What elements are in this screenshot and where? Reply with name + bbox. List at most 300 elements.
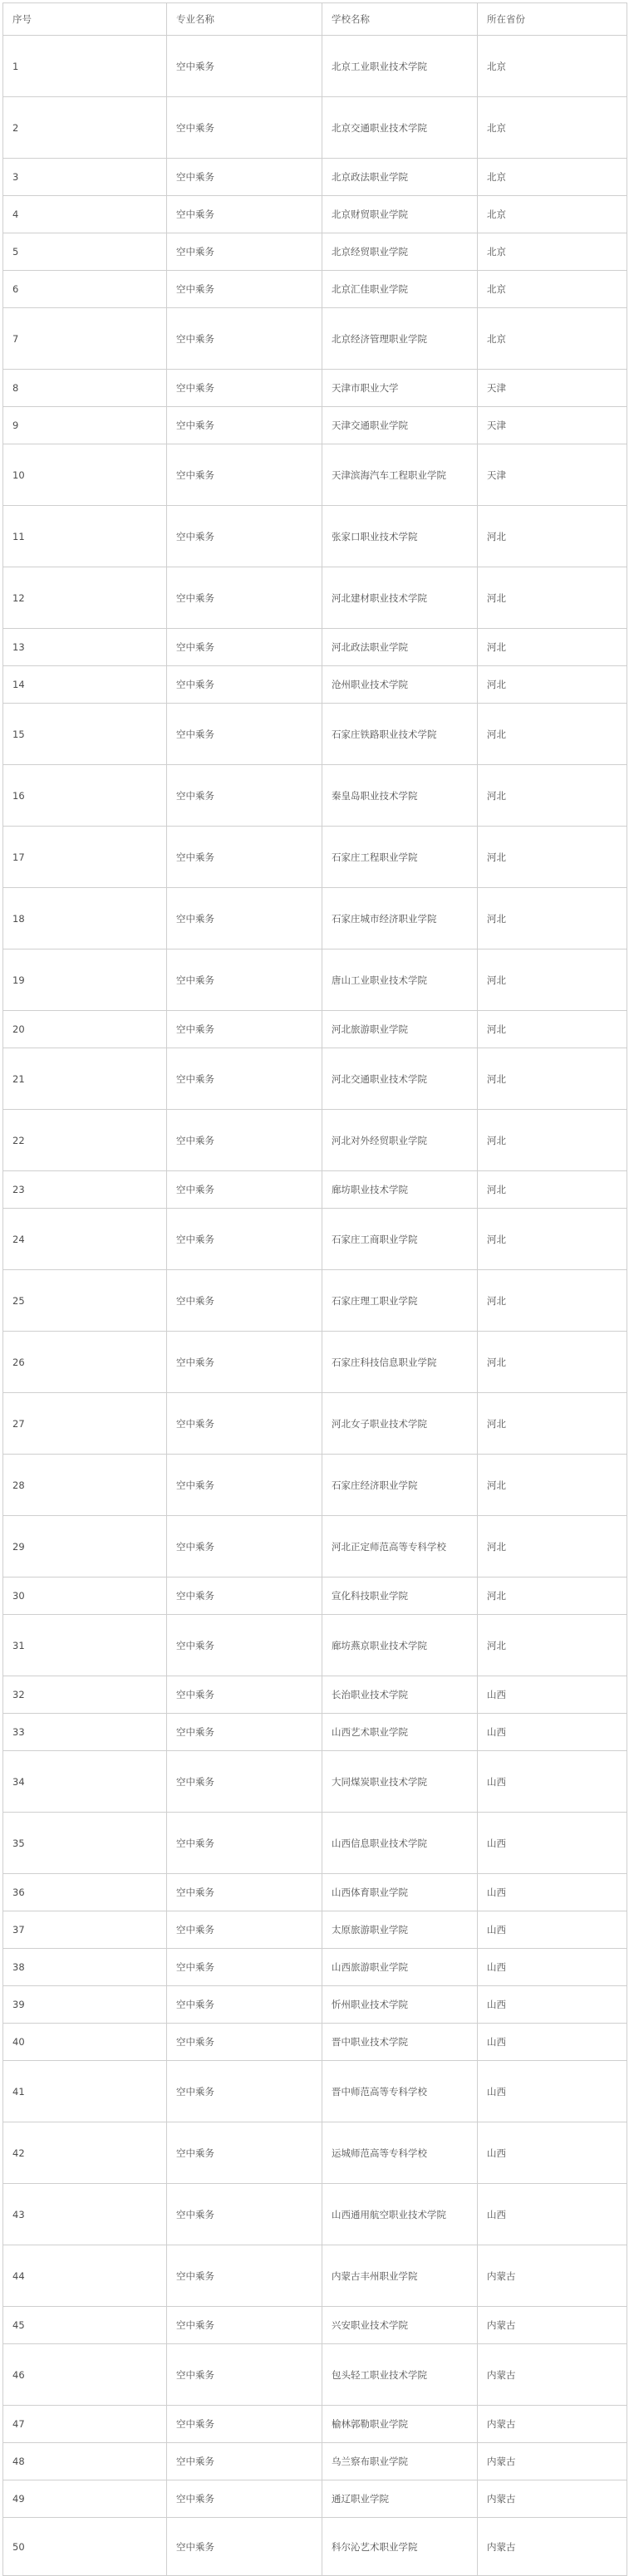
table-row [3,308,627,370]
cell-index: 29 [3,1516,167,1577]
cell-index: 16 [3,765,167,827]
table-row [3,1714,627,1751]
school-name-text: 长治职业技术学院 [332,1689,408,1700]
cell-major: 空中乘务 [167,666,322,704]
cell-index: 49 [3,2480,167,2518]
cell-province: 河北 [478,765,627,827]
cell-index: 22 [3,1110,167,1171]
cell-major: 空中乘务 [167,2480,322,2518]
cell-school [322,888,478,949]
cell-school [322,1949,478,1986]
table-row [3,2518,627,2576]
cell-province: 山西 [478,2122,627,2184]
cell-school [322,567,478,629]
table-row [3,1986,627,2024]
cell-school [322,2307,478,2344]
table-row [3,1171,627,1209]
cell-major: 空中乘务 [167,1393,322,1455]
cell-major: 空中乘务 [167,506,322,567]
cell-school [322,1171,478,1209]
cell-province: 河北 [478,949,627,1011]
cell-index: 11 [3,506,167,567]
school-name-text: 天津交通职业学院 [332,420,408,431]
table-row [3,704,627,765]
cell-school [322,196,478,233]
cell-school [322,704,478,765]
cell-province: 内蒙古 [478,2406,627,2443]
school-name-text: 内蒙古丰州职业学院 [332,2269,418,2282]
cell-school [322,1911,478,1949]
cell-index: 34 [3,1751,167,1813]
table-row [3,1011,627,1048]
cell-index: 9 [3,407,167,444]
cell-index: 18 [3,888,167,949]
cell-province: 内蒙古 [478,2443,627,2480]
cell-major: 空中乘务 [167,308,322,370]
school-name-text: 包头轻工职业技术学院 [332,2368,427,2381]
school-name-text: 河北政法职业学院 [332,641,408,653]
cell-index: 41 [3,2061,167,2122]
cell-index: 10 [3,444,167,506]
table-row [3,1813,627,1874]
cell-school [322,1332,478,1393]
cell-school [322,2245,478,2307]
cell-major: 空中乘务 [167,1676,322,1714]
school-name-text: 河北对外经贸职业学院 [332,1134,427,1146]
cell-school [322,1714,478,1751]
cell-major: 空中乘务 [167,1986,322,2024]
cell-province: 河北 [478,567,627,629]
cell-school [322,629,478,666]
school-name-text: 山西旅游职业学院 [332,1961,408,1973]
cell-school [322,1048,478,1110]
cell-major: 空中乘务 [167,1455,322,1516]
school-name-text: 唐山工业职业技术学院 [332,974,427,986]
cell-index: 6 [3,271,167,308]
table-row [3,407,627,444]
cell-school [322,36,478,97]
cell-school [322,407,478,444]
cell-province: 河北 [478,1332,627,1393]
school-name-text: 石家庄城市经济职业学院 [332,912,437,925]
school-name-text: 乌兰察布职业学院 [332,2456,408,2467]
cell-school [322,2480,478,2518]
cell-major: 空中乘务 [167,1615,322,1676]
table-row [3,827,627,888]
cell-school [322,444,478,506]
cell-school [322,1813,478,1874]
school-name-text: 北京经济管理职业学院 [332,332,427,345]
cell-index: 42 [3,2122,167,2184]
cell-major: 空中乘务 [167,1171,322,1209]
school-name-text: 山西通用航空职业技术学院 [332,2208,446,2220]
cell-index: 37 [3,1911,167,1949]
cell-school [322,2061,478,2122]
cell-major: 空中乘务 [167,1714,322,1751]
school-name-text: 廊坊职业技术学院 [332,1184,408,1195]
school-name-text: 晋中师范高等专科学校 [332,2085,427,2098]
cell-school [322,1516,478,1577]
cell-major: 空中乘务 [167,827,322,888]
cell-province: 河北 [478,1516,627,1577]
cell-province: 河北 [478,1110,627,1171]
table-row [3,506,627,567]
cell-major: 空中乘务 [167,1332,322,1393]
cell-index: 17 [3,827,167,888]
cell-school [322,1751,478,1813]
table-row [3,2122,627,2184]
table-row [3,2480,627,2518]
school-name-text: 石家庄工程职业学院 [332,851,418,863]
cell-province: 山西 [478,1751,627,1813]
cell-province: 河北 [478,506,627,567]
table-row [3,1332,627,1393]
cell-major: 空中乘务 [167,2122,322,2184]
cell-index: 7 [3,308,167,370]
school-name-text: 科尔沁艺术职业学院 [332,2540,418,2553]
cell-province: 内蒙古 [478,2480,627,2518]
cell-major: 空中乘务 [167,2443,322,2480]
cell-school [322,370,478,407]
school-name-text: 山西信息职业技术学院 [332,1837,427,1849]
table-row [3,888,627,949]
cell-school [322,2184,478,2245]
cell-province: 河北 [478,1011,627,1048]
cell-major: 空中乘务 [167,444,322,506]
cell-index: 31 [3,1615,167,1676]
table-row [3,1577,627,1615]
cell-index: 13 [3,629,167,666]
cell-index: 1 [3,36,167,97]
cell-province: 河北 [478,827,627,888]
cell-school [322,506,478,567]
cell-school [322,1455,478,1516]
cell-major: 空中乘务 [167,888,322,949]
cell-index: 2 [3,97,167,159]
table-row [3,1751,627,1813]
school-name-text: 石家庄铁路职业技术学院 [332,728,437,740]
cell-province: 河北 [478,1577,627,1615]
cell-province: 内蒙古 [478,2518,627,2576]
cell-index: 28 [3,1455,167,1516]
cell-school [322,2443,478,2480]
cell-school [322,271,478,308]
cell-index: 47 [3,2406,167,2443]
cell-province: 河北 [478,666,627,704]
cell-index: 46 [3,2344,167,2406]
table-row [3,271,627,308]
cell-index: 40 [3,2024,167,2061]
cell-index: 8 [3,370,167,407]
cell-major: 空中乘务 [167,1011,322,1048]
school-name-text: 河北交通职业技术学院 [332,1072,427,1085]
cell-school [322,308,478,370]
cell-school [322,1615,478,1676]
school-name-text: 张家口职业技术学院 [332,530,418,542]
table-row [3,765,627,827]
cell-school [322,1676,478,1714]
cell-school [322,2344,478,2406]
cell-major: 空中乘务 [167,1751,322,1813]
cell-major: 空中乘务 [167,1911,322,1949]
cell-province: 山西 [478,1874,627,1911]
table-row [3,2344,627,2406]
cell-school [322,2122,478,2184]
cell-major: 空中乘务 [167,1270,322,1332]
cell-school [322,97,478,159]
school-name-text: 忻州职业技术学院 [332,1999,408,2010]
school-name-text: 榆林郭勒职业学院 [332,2418,408,2430]
table-row [3,159,627,196]
cell-province: 河北 [478,1615,627,1676]
cell-major: 空中乘务 [167,271,322,308]
school-name-text: 运城师范高等专科学校 [332,2147,427,2159]
table-row [3,2184,627,2245]
cell-province: 内蒙古 [478,2307,627,2344]
cell-major: 空中乘务 [167,2024,322,2061]
cell-major: 空中乘务 [167,1813,322,1874]
cell-province: 北京 [478,97,627,159]
cell-school [322,949,478,1011]
cell-major: 空中乘务 [167,196,322,233]
cell-major: 空中乘务 [167,629,322,666]
cell-province: 河北 [478,1393,627,1455]
cell-index: 45 [3,2307,167,2344]
school-name-text: 石家庄工商职业学院 [332,1233,418,1245]
table-row [3,2307,627,2344]
cell-index: 25 [3,1270,167,1332]
table-row [3,1615,627,1676]
cell-major: 空中乘务 [167,567,322,629]
cell-major: 空中乘务 [167,370,322,407]
table-row [3,1516,627,1577]
header-school: 学校名称 [322,3,478,36]
school-name-text: 北京交通职业技术学院 [332,121,427,134]
school-name-text: 天津滨海汽车工程职业学院 [332,469,446,481]
cell-province: 北京 [478,159,627,196]
school-name-text: 宣化科技职业学院 [332,1590,408,1602]
school-name-text: 天津市职业大学 [332,382,399,394]
cell-major: 空中乘务 [167,233,322,271]
school-name-text: 廊坊燕京职业技术学院 [332,1639,427,1651]
cell-index: 38 [3,1949,167,1986]
table-row [3,1393,627,1455]
table-row [3,1455,627,1516]
school-name-text: 太原旅游职业学院 [332,1924,408,1936]
cell-major: 空中乘务 [167,159,322,196]
cell-school [322,1011,478,1048]
table-row [3,1270,627,1332]
cell-major: 空中乘务 [167,2518,322,2576]
cell-major: 空中乘务 [167,2245,322,2307]
cell-index: 33 [3,1714,167,1751]
table-row [3,1048,627,1110]
school-name-text: 兴安职业技术学院 [332,2319,408,2331]
table-row [3,949,627,1011]
cell-major: 空中乘务 [167,1874,322,1911]
table-row [3,2061,627,2122]
cell-index: 43 [3,2184,167,2245]
cell-school [322,2024,478,2061]
cell-province: 河北 [478,1270,627,1332]
cell-province: 北京 [478,196,627,233]
cell-major: 空中乘务 [167,1949,322,1986]
cell-province: 北京 [478,36,627,97]
cell-index: 15 [3,704,167,765]
cell-index: 4 [3,196,167,233]
cell-index: 27 [3,1393,167,1455]
cell-major: 空中乘务 [167,97,322,159]
school-name-text: 山西体育职业学院 [332,1887,408,1898]
school-name-text: 石家庄理工职业学院 [332,1294,418,1307]
table-row [3,444,627,506]
school-name-text: 大同煤炭职业技术学院 [332,1775,427,1788]
cell-school [322,1393,478,1455]
cell-school [322,2518,478,2576]
school-name-text: 北京政法职业学院 [332,171,408,183]
cell-index: 39 [3,1986,167,2024]
table-row [3,1209,627,1270]
cell-province: 河北 [478,704,627,765]
cell-province: 内蒙古 [478,2344,627,2406]
cell-index: 26 [3,1332,167,1393]
cell-index: 24 [3,1209,167,1270]
cell-province: 山西 [478,1676,627,1714]
table-row [3,1949,627,1986]
cell-major: 空中乘务 [167,407,322,444]
cell-school [322,666,478,704]
header-index: 序号 [3,3,167,36]
cell-major: 空中乘务 [167,2406,322,2443]
school-name-text: 北京工业职业技术学院 [332,60,427,72]
table-row [3,36,627,97]
cell-province: 山西 [478,2024,627,2061]
cell-province: 天津 [478,444,627,506]
cell-school [322,765,478,827]
cell-index: 5 [3,233,167,271]
cell-province: 天津 [478,407,627,444]
cell-province: 山西 [478,2061,627,2122]
cell-major: 空中乘务 [167,765,322,827]
cell-major: 空中乘务 [167,36,322,97]
table-row [3,1676,627,1714]
table-row [3,196,627,233]
cell-province: 山西 [478,1911,627,1949]
table-row [3,2024,627,2061]
cell-index: 32 [3,1676,167,1714]
school-name-text: 秦皇岛职业技术学院 [332,789,418,802]
cell-school [322,2406,478,2443]
cell-school [322,1874,478,1911]
cell-school [322,1577,478,1615]
cell-province: 天津 [478,370,627,407]
cell-school [322,1986,478,2024]
table-row [3,666,627,704]
cell-province: 北京 [478,233,627,271]
cell-index: 23 [3,1171,167,1209]
cell-province: 河北 [478,1048,627,1110]
table-body [3,36,627,2576]
table-row [3,370,627,407]
table-row [3,2406,627,2443]
school-list-table [2,2,627,2576]
cell-province: 河北 [478,888,627,949]
school-name-text: 北京财贸职业学院 [332,209,408,220]
cell-province: 山西 [478,1949,627,1986]
cell-index: 30 [3,1577,167,1615]
table-header-row [3,3,627,36]
school-name-text: 河北正定师范高等专科学校 [332,1540,446,1553]
header-province: 所在省份 [478,3,627,36]
table-row [3,629,627,666]
cell-major: 空中乘务 [167,2184,322,2245]
cell-province: 山西 [478,1986,627,2024]
cell-province: 山西 [478,1714,627,1751]
table-row [3,1110,627,1171]
cell-school [322,233,478,271]
cell-province: 河北 [478,1209,627,1270]
table-row [3,233,627,271]
cell-index: 19 [3,949,167,1011]
school-name-text: 通辽职业学院 [332,2493,389,2505]
table-row [3,2245,627,2307]
cell-major: 空中乘务 [167,2307,322,2344]
cell-school [322,827,478,888]
school-name-text: 河北建材职业技术学院 [332,591,427,604]
cell-index: 14 [3,666,167,704]
cell-index: 48 [3,2443,167,2480]
school-name-text: 北京经贸职业学院 [332,246,408,258]
cell-province: 北京 [478,271,627,308]
cell-province: 山西 [478,1813,627,1874]
cell-index: 21 [3,1048,167,1110]
cell-index: 36 [3,1874,167,1911]
table-row [3,97,627,159]
school-name-text: 河北旅游职业学院 [332,1023,408,1035]
cell-major: 空中乘务 [167,1209,322,1270]
school-name-text: 河北女子职业技术学院 [332,1417,427,1430]
table-row [3,1874,627,1911]
cell-school [322,1110,478,1171]
cell-province: 河北 [478,629,627,666]
header-major: 专业名称 [167,3,322,36]
school-name-text: 山西艺术职业学院 [332,1726,408,1738]
cell-index: 44 [3,2245,167,2307]
cell-province: 北京 [478,308,627,370]
cell-index: 12 [3,567,167,629]
school-name-text: 北京汇佳职业学院 [332,283,408,295]
cell-school [322,159,478,196]
cell-major: 空中乘务 [167,949,322,1011]
school-name-text: 石家庄经济职业学院 [332,1479,418,1491]
cell-province: 河北 [478,1455,627,1516]
table-row [3,567,627,629]
cell-major: 空中乘务 [167,1516,322,1577]
school-name-text: 沧州职业技术学院 [332,679,408,690]
cell-major: 空中乘务 [167,1048,322,1110]
school-name-text: 晋中职业技术学院 [332,2036,408,2048]
cell-index: 3 [3,159,167,196]
cell-province: 河北 [478,1171,627,1209]
school-name-text: 石家庄科技信息职业学院 [332,1356,437,1368]
cell-school [322,1270,478,1332]
cell-index: 20 [3,1011,167,1048]
cell-major: 空中乘务 [167,704,322,765]
table-row [3,1911,627,1949]
cell-major: 空中乘务 [167,1110,322,1171]
cell-major: 空中乘务 [167,2344,322,2406]
cell-province: 内蒙古 [478,2245,627,2307]
